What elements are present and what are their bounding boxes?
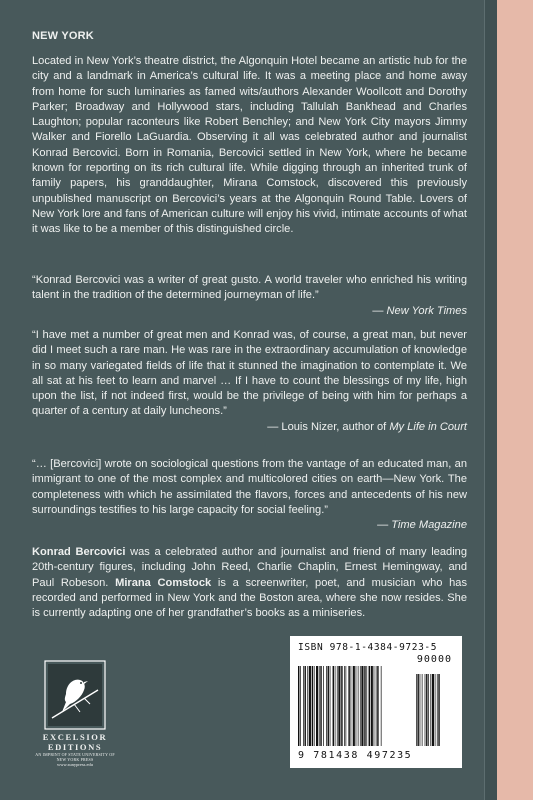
barcode-bar — [298, 666, 299, 746]
barcode-digits: 9 781438 497235 — [298, 750, 413, 761]
barcode-bar — [309, 666, 311, 746]
quote-text: “Konrad Bercovici was a writer of great gusto. A world traveler who enriched his writing talent in the tradition of the determined journeyman of life.” — [32, 274, 467, 302]
barcode-addon-bar — [437, 674, 438, 746]
barcode-addon-bar — [430, 674, 431, 746]
barcode-bar — [312, 666, 313, 746]
barcode-bar — [319, 666, 320, 746]
barcode-addon-bar — [422, 674, 423, 746]
barcode-bar — [316, 666, 318, 746]
quote-attribution: — Time Magazine — [377, 519, 467, 532]
quote-text: “I have met a number of great men and Konrad was, of course, a great man, but never did I meet such a rare man. He was rare in the extraordinary accumulation of knowledge in so many variegated fields of life that it stunned the imagination to contemplate it. We all sat at his feet to learn and marvel … If I have to count the blessings of my life, high upon the list, if not indeed first, would be the privilege of being with him for perhaps a quarter of a century at daily luncheons.” — [32, 329, 467, 418]
category-label: NEW YORK — [32, 30, 94, 42]
author-name: Konrad Bercovici — [32, 546, 126, 558]
spine-edge — [484, 0, 497, 800]
barcode-bar — [356, 666, 357, 746]
barcode-bar — [304, 666, 305, 746]
barcode-bar — [330, 666, 331, 746]
publisher-logo — [30, 660, 120, 772]
spine-stripe — [497, 0, 533, 800]
barcode-bar — [323, 666, 324, 746]
barcode-bar — [333, 666, 334, 746]
barcode-bar — [361, 666, 363, 746]
barcode-bar — [358, 666, 359, 746]
isbn-barcode — [290, 636, 462, 768]
quote-text: “… [Bercovici] wrote on sociological questions from the vantage of an educated man, an immigrant to one of the most complex and multicolored cities on earth—New York. The completeness with which he assimilated the flavors, forces and antecedents of his new surroundings testifies to his large capacity for social feeling.” — [32, 458, 467, 516]
review-quote — [32, 328, 467, 435]
barcode-addon-bar — [435, 674, 436, 746]
barcode-bar — [314, 666, 315, 746]
author-bio: Konrad Bercovici was a celebrated author and journalist and friend of many leading 20th-century figures, including John Reed, Charlie Chaplin, Ernest Hemingway, and Paul Robeson. Mirana Comstock is a screenwriter, poet, and musician who has recorded and performed in New York and the Boston area, where she now resides. She is currently adapting one of her grandfather’s books as a miniseries. — [32, 546, 468, 620]
barcode-bar — [303, 666, 304, 746]
barcode-bar — [374, 666, 375, 746]
barcode-addon-bar — [420, 674, 421, 746]
barcode-bar — [307, 666, 308, 746]
barcode-bar — [366, 666, 367, 746]
publisher-name: EXCELSIOR EDITIONS — [42, 732, 108, 752]
isbn-number: ISBN 978-1-4384-9723-5 — [298, 642, 438, 653]
barcode-bar — [364, 666, 365, 746]
barcode-bar — [320, 666, 321, 746]
barcode-bar — [353, 666, 355, 746]
barcode-bar — [377, 666, 378, 746]
barcode-bar — [351, 666, 352, 746]
barcode-addon-bar — [432, 674, 434, 746]
barcode-bar — [328, 666, 329, 746]
barcode-bar — [335, 666, 336, 746]
price-code: 90000 — [416, 654, 452, 665]
barcode-addon-bar — [416, 674, 417, 746]
barcode-addon-bar — [428, 674, 429, 746]
review-quote — [32, 273, 467, 319]
barcode-bar — [369, 666, 370, 746]
barcode-bar — [341, 666, 342, 746]
barcode-addon-bar — [417, 674, 418, 746]
barcode-bar — [338, 666, 340, 746]
review-quote — [32, 457, 467, 533]
publisher-url: www.sunypress.edu — [57, 762, 93, 767]
barcode-bar — [360, 666, 361, 746]
barcode-bar — [381, 666, 382, 746]
editor-name: Mirana Comstock — [115, 576, 212, 589]
publisher-imprint: AN IMPRINT OF STATE UNIVERSITY OF NEW YORK PRESS — [35, 752, 115, 762]
barcode-bar — [376, 666, 377, 746]
barcode-bars — [298, 666, 454, 746]
book-description: Located in New York’s theatre district, the Algonquin Hotel became an artistic hub for the city and a landmark in America’s cultural life. It was a meeting place and home away from home for such luminaries as famed wits/authors Alexander Woollcott and Dorothy Parker; Broadway and Hollywood stars, including Tallulah Bankhead and Charles Laughton; popular raconteurs like Robert Benchley; and New York City mayors Jimmy Walker and Fiorello LaGuardia. Observing it all was celebrated author and journalist Konrad Bercovici. Born in Romania, Bercovici settled in New York, where he became known for reporting on its rich cultural life. While digging through an inherited trunk of family papers, his granddaughter, Mirana Comstock, discovered this previously unpublished manuscript on Bercovici’s years at the Algonquin Round Table. Lovers of New York lore and fans of American culture will enjoy his vivid, intimate accounts of what it was like to be a member of this distinguished circle. — [32, 55, 467, 236]
barcode-addon-bar — [425, 674, 426, 746]
barcode-bar — [344, 666, 345, 746]
barcode-bar — [326, 666, 327, 746]
barcode-bar — [371, 666, 373, 746]
barcode-addon-bar — [426, 674, 427, 746]
barcode-bar — [346, 666, 347, 746]
barcode-bar — [300, 666, 301, 746]
quote-attribution: — Louis Nizer, author of My Life in Court — [267, 420, 467, 433]
quote-attribution: — New York Times — [372, 304, 467, 317]
bird-on-branch-icon — [44, 660, 106, 730]
barcode-addon-bar — [438, 674, 439, 746]
barcode-bar — [337, 666, 338, 746]
barcode-bar — [348, 666, 349, 746]
